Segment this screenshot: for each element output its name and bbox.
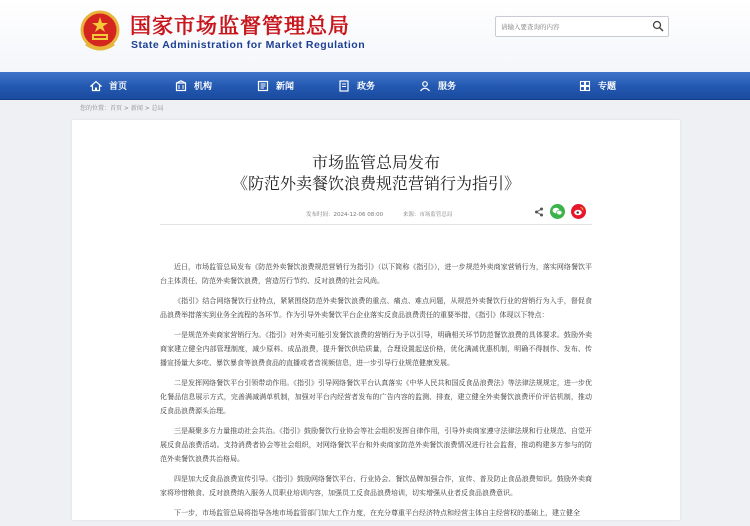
nav-label: 专题 bbox=[598, 82, 617, 92]
org-icon bbox=[175, 80, 187, 92]
national-emblem-icon bbox=[80, 10, 120, 52]
article-paragraph: 四是加大反食品浪费宣传引导。《指引》鼓励网络餐饮平台、行业协会、餐饮品牌加强合作，宣传、普及防止食品浪费知识。鼓励外卖商家将珍惜粮食、反对浪费纳入服务人员职业培训内容，加强员工反食品浪费培训，切实增强从业者反食品浪费意识。 bbox=[160, 475, 592, 497]
article-title-line2: 《防范外卖餐饮浪费规范营销行为指引》 bbox=[231, 174, 520, 193]
article-body bbox=[160, 260, 592, 526]
article-card bbox=[72, 120, 680, 520]
nav-item-org[interactable] bbox=[175, 72, 212, 99]
article-paragraph: 《指引》结合网络餐饮行业特点，紧紧围绕防范外卖餐饮浪费的重点、痛点、难点问题，从规范外卖餐饮行业的营销行为入手，督促食品浪费举措落实到业务全流程的各环节。作为引导外卖餐饮平台企业落实反食品浪费责任的重要举措，《指引》体现以下特点： bbox=[160, 297, 592, 319]
service-icon bbox=[419, 80, 431, 92]
topic-icon bbox=[579, 80, 591, 92]
search-input[interactable] bbox=[499, 18, 643, 36]
publish-time: 发布时间：2024-12-06 08:00 bbox=[306, 212, 384, 218]
site-title[interactable]: 国家市场监督管理总局 bbox=[130, 14, 350, 38]
article-paragraph: 一是规范外卖商家营销行为。《指引》对外卖可能引发餐饮浪费的营销行为予以引导，明确相关环节防范餐饮浪费的具体要求。鼓励外卖商家建立健全内部管理制度，减少原料、成品浪费，提升餐饮供给质量，合理设置起送价格，优化满减优惠机制，明确不得制作、发布、传播宣扬量大多吃、暴饮暴食等浪费食品的直播或者音视频信息，进一步引导行业规范健康发展。 bbox=[160, 331, 592, 367]
main-nav bbox=[0, 72, 750, 100]
article-source: 来源：市场监管总局 bbox=[402, 212, 453, 218]
nav-item-service[interactable] bbox=[419, 72, 456, 99]
nav-label: 首页 bbox=[109, 82, 128, 92]
article-title-line1: 市场监管总局发布 bbox=[311, 153, 440, 172]
home-icon bbox=[90, 80, 102, 92]
nav-label: 机构 bbox=[194, 82, 213, 92]
nav-item-home[interactable] bbox=[90, 72, 127, 99]
article-title bbox=[72, 152, 680, 194]
share-icon[interactable] bbox=[534, 207, 544, 217]
nav-label: 政务 bbox=[357, 82, 376, 92]
article-paragraph: 三是凝聚多方力量推动社会共治。《指引》鼓励餐饮行业协会等社会组织发挥自律作用，引导外卖商家遵守法律法规和行业规范、自觉开展反食品浪费活动。支持消费者协会等社会组织，对网络餐饮平台和外卖商家防范外卖餐饮浪费情况进行社会监督，推动构建多方参与的防范外卖餐饮浪费共治格局。 bbox=[160, 427, 592, 463]
search-icon[interactable] bbox=[652, 20, 664, 32]
article-paragraph: 二是发挥网络餐饮平台引领带动作用。《指引》引导网络餐饮平台认真落实《中华人民共和国反食品浪费法》等法律法规规定，进一步优化餐品信息展示方式，完善满减满单机制，加强对平台内经营者发布的广告内容的监测、排查，建立健全外卖餐饮浪费评价评估机制，推动反食品浪费源头治理。 bbox=[160, 379, 592, 415]
site-header bbox=[0, 0, 750, 72]
article-meta bbox=[306, 210, 470, 218]
title-divider bbox=[160, 224, 592, 225]
wechat-icon[interactable] bbox=[550, 204, 565, 219]
nav-label: 服务 bbox=[438, 82, 457, 92]
nav-label: 新闻 bbox=[276, 82, 295, 92]
government-icon bbox=[338, 80, 350, 92]
share-bar bbox=[534, 204, 592, 219]
weibo-icon[interactable] bbox=[571, 204, 586, 219]
news-icon bbox=[257, 80, 269, 92]
article-paragraph: 近日，市场监管总局发布《防范外卖餐饮浪费规范营销行为指引》（以下简称《指引》），进一步规范外卖商家营销行为，落实网络餐饮平台主体责任，防范外卖餐饮浪费，营造厉行节约、反对浪费的社会风尚。 bbox=[160, 263, 592, 285]
site-subtitle: State Administration for Market Regulation bbox=[131, 39, 366, 51]
nav-item-topic[interactable] bbox=[579, 72, 616, 99]
search-box bbox=[495, 16, 669, 37]
nav-item-government[interactable] bbox=[338, 72, 375, 99]
article-paragraph: 下一步，市场监管总局将指导各地市场监管部门加大工作力度，在充分尊重平台经济特点和经营主体自主经营权的基础上，建立健全 bbox=[174, 509, 580, 517]
nav-item-news[interactable] bbox=[257, 72, 294, 99]
breadcrumb[interactable]: 您的位置：首页 > 新闻 > 总局 bbox=[80, 105, 164, 112]
